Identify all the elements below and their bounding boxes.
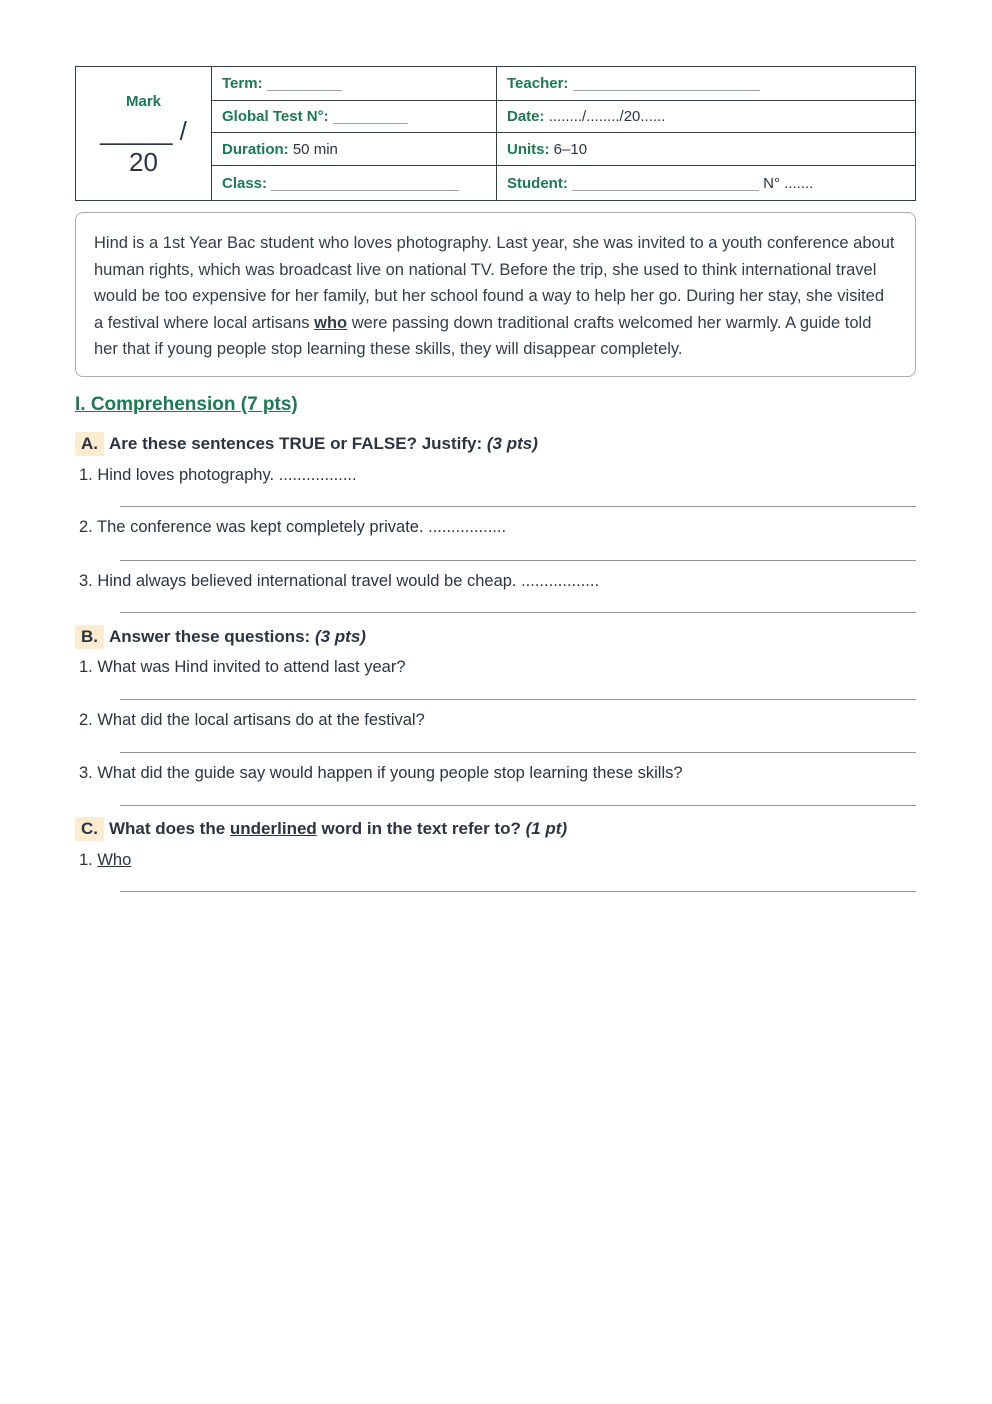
part-b-instruction: Answer these questions: — [109, 627, 311, 646]
part-a-item-2: 2. The conference was kept completely private. ................. — [79, 518, 507, 536]
teacher-cell — [497, 67, 916, 101]
part-c-badge: C. — [75, 817, 104, 841]
passage-text-after: were passing down traditional crafts welcomed her warmly. A guide told her that if young people stop learning these skills, they will disappear completely. — [94, 313, 872, 358]
student-number[interactable]: N° ....... — [763, 174, 814, 192]
date-cell — [497, 101, 916, 133]
part-b-item-1: 1. What was Hind invited to attend last year? — [79, 658, 406, 676]
units-value: 6–10 — [553, 140, 588, 158]
header-table — [75, 66, 916, 201]
date-label: Date: — [507, 108, 545, 125]
answer-line-a2[interactable] — [120, 560, 916, 561]
passage-text-before: Hind is a 1st Year Bac student who loves photography. Last year, she was invited to a youth conference about human rights, which was broadcast live on national TV. Before the trip, she used to think international travel would be too expensive for her family, but her school found a way to help her go. During her stay, she visited a festival where local artisans — [94, 234, 895, 332]
part-a-points: (3 pts) — [486, 434, 538, 453]
answer-line-c1[interactable] — [120, 891, 916, 892]
term-cell — [212, 67, 497, 101]
global-test-label: Global Test N°: — [222, 108, 329, 125]
answer-line-a3[interactable] — [120, 612, 916, 613]
duration-value: 50 min — [292, 140, 338, 158]
part-a-badge: A. — [75, 432, 104, 456]
answer-line-a1[interactable] — [120, 506, 916, 507]
class-cell — [212, 166, 497, 201]
part-c-points: (1 pt) — [525, 819, 568, 838]
part-a-item-3: 3. Hind always believed international travel would be cheap. ................. — [79, 572, 600, 590]
part-c-item-number: 1. — [79, 851, 93, 869]
teacher-label: Teacher: — [507, 75, 569, 92]
part-a-heading — [75, 432, 538, 456]
global-test-field[interactable] — [333, 110, 408, 124]
part-b-badge: B. — [75, 625, 104, 649]
units-label: Units: — [507, 140, 550, 158]
class-field[interactable] — [271, 177, 459, 191]
mark-cell — [76, 67, 212, 201]
answer-line-b1[interactable] — [120, 699, 916, 700]
mark-score: _____ / 20 — [100, 116, 187, 177]
mark-label: Mark — [125, 93, 162, 110]
student-field[interactable] — [572, 177, 759, 191]
teacher-field[interactable] — [573, 77, 760, 91]
student-cell — [497, 166, 916, 201]
section-title: I. Comprehension (7 pts) — [75, 394, 298, 415]
global-test-cell — [212, 101, 497, 133]
part-c-instruction-before: What does the — [109, 819, 226, 838]
duration-label: Duration: — [222, 140, 289, 158]
part-a-instruction: Are these sentences TRUE or FALSE? Justify: — [109, 434, 483, 453]
part-b-item-2: 2. What did the local artisans do at the festival? — [79, 711, 425, 729]
answer-line-b2[interactable] — [120, 752, 916, 753]
term-label: Term: — [222, 75, 263, 92]
part-c-instruction-underlined: underlined — [229, 819, 317, 838]
class-label: Class: — [222, 174, 268, 192]
part-c-instruction-after: word in the text refer to? — [321, 819, 521, 838]
part-c-item-1 — [79, 851, 131, 870]
part-b-item-3: 3. What did the guide say would happen if young people stop learning these skills? — [79, 764, 683, 782]
part-c-item-word: Who — [97, 851, 132, 869]
passage-underlined-word: who — [314, 313, 348, 332]
date-value[interactable]: ......../......../20...... — [548, 108, 666, 125]
reading-passage — [75, 212, 916, 377]
part-b-heading — [75, 625, 366, 649]
term-field[interactable] — [267, 77, 342, 91]
part-a-item-1: 1. Hind loves photography. ................. — [79, 466, 357, 484]
part-c-heading — [75, 817, 567, 841]
part-b-points: (3 pts) — [314, 627, 366, 646]
units-cell — [497, 133, 916, 166]
answer-line-b3[interactable] — [120, 805, 916, 806]
student-label: Student: — [507, 174, 568, 192]
duration-cell — [212, 133, 497, 166]
